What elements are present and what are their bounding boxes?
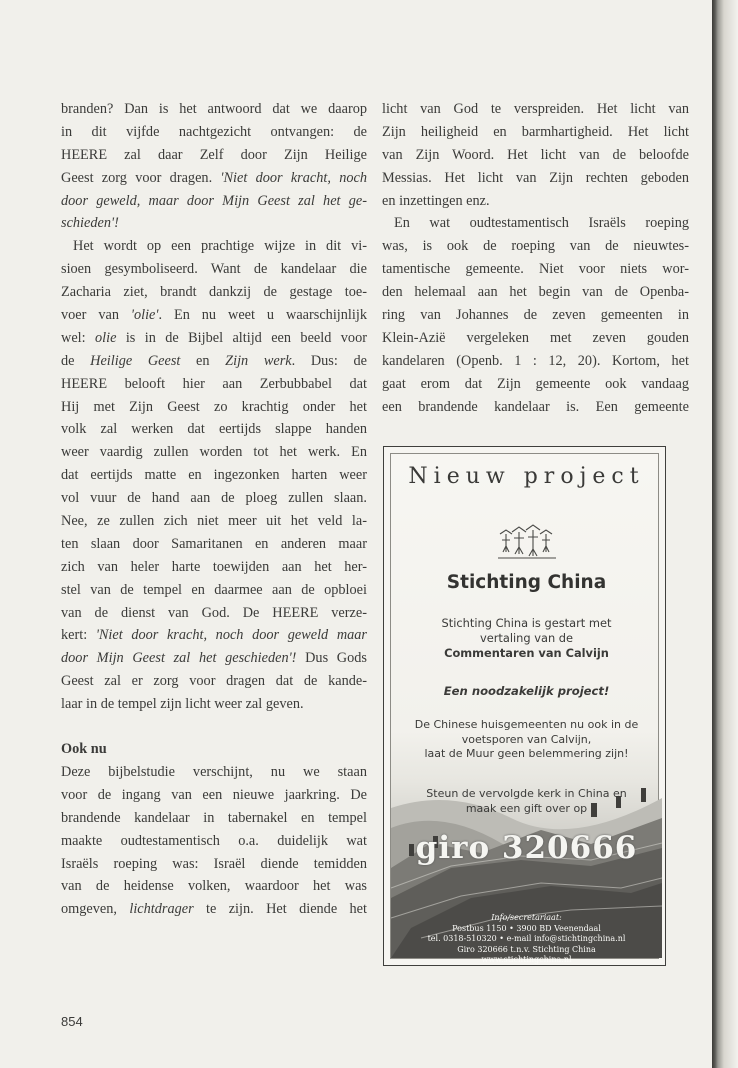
text-line: en inzettingen enz. [382,192,490,209]
italic-quote: door Mijn Geest zal het geschieden'! [61,650,297,667]
advertisement-box [383,446,666,966]
ad-support-line: maak een gift over op [465,801,588,815]
text-run: en [180,352,226,369]
text-line: brandende kandelaar in tabernakel en tempel [61,809,367,826]
text-line [61,624,367,647]
text-line: Deze bijbelstudie verschijnt, nu we staan [61,763,367,780]
page-number: 854 [61,1014,83,1029]
text-line: ten slaan door Samaritanen en anderen maar [61,535,367,552]
left-text-column [61,98,367,921]
ad-title: Nieuw project [408,464,645,489]
figures-logo-icon [498,524,556,564]
text-line: van de dienst van God. De HEERE verze- [61,604,367,621]
text-line [61,212,367,235]
text-line: kandelaren (Openb. 1 : 12, 20). Kortom, het [382,352,689,369]
section-heading: Ook nu [61,741,107,758]
text-line [61,350,367,373]
text-line: HEERE belooft hier aan Zerbubbabel dat [61,375,367,392]
italic-quote: 'Niet door kracht, noch door geweld maar [95,627,368,644]
text-run: . En nu weet u waarschijnlijk [158,307,367,324]
text-line: volk zal werken dat eertijds slappe handen [61,421,367,438]
italic-word: Zijn werk [225,352,292,369]
text-line: Nee, ze zullen zich niet meer uit het veld la- [61,513,367,530]
text-run: omgeven, [61,901,130,918]
ad-contact-line: Postbus 1150 • 3900 BD Veenendaal [452,923,601,933]
italic-quote: schieden'! [61,215,119,232]
ad-house-line: De Chinese huisgemeenten nu ook in de [414,718,639,731]
text-line: gaat erom dat Zijn gemeente ook vandaag [382,375,689,392]
text-line: Het wordt op een prachtige wijze in dit vi- [73,238,367,255]
ad-house-churches [391,718,662,762]
text-line [61,167,367,190]
ad-giro-number: giro 320666 [415,830,638,866]
text-line: zich van heler harte toewijden aan het her- [61,558,367,575]
italic-word: lichtdrager [129,901,194,918]
text-line: was, is ook de roeping van de nieuwtes- [382,238,689,255]
ad-house-line: voetsporen van Calvijn, [461,732,592,746]
ad-organization-name: Stichting China [446,572,607,593]
text-line: branden? Dan is het antwoord dat we daarop [61,101,367,117]
text-line: licht van God te verspreiden. Het licht van [382,101,689,117]
text-line: van de heidense volken, waardoor het was [61,878,367,895]
text-line: maakte oudtestamentisch o.a. duidelijk wat [61,832,367,849]
italic-quote: door geweld, maar door Mijn Geest zal het ge- [61,192,367,209]
text-line [61,327,367,350]
ad-support-line: Steun de vervolgde kerk in China en [426,787,627,800]
italic-word: olie [95,329,117,346]
text-run: de [61,352,91,369]
text-line: Klein-Azië vergeleken met zeven gouden [382,329,689,346]
text-line: Zacharia ziet, brandt dankzij de gestage toe- [61,284,367,301]
text-run: is in de Bijbel altijd een beeld voor [116,329,367,346]
text-line: laar in de tempel zijn licht weer zal geven. [61,696,304,713]
ad-description-line: vertaling van de [479,630,574,645]
right-text-column [382,98,689,418]
text-line: Israëls roeping was: Israël diende temidden [61,855,367,872]
ad-house-line: laat de Muur geen belemmering zijn! [424,747,629,761]
text-line: Geest zal er zorg voor dragen dat de kande- [61,673,367,690]
text-run: Geest zorg voor dragen. [61,169,221,186]
text-run: kert: [61,627,96,644]
text-line: Messias. Het licht van Zijn rechten geboden [382,169,689,186]
text-line: HEERE zal daar Zelf door Zijn Heilige [61,146,367,163]
italic-word: Heilige Geest [90,352,181,369]
text-run: voer van [61,307,131,324]
ad-contact-line: www.stichtingchina.nl [481,955,572,965]
italic-quote: 'Niet door kracht, noch [220,169,367,186]
text-line: den helemaal aan het begin van de Openba- [382,284,689,301]
text-line [61,898,367,921]
ad-description-bold: Commentaren van Calvijn [444,645,609,660]
text-line: Hij met Zijn Geest zo krachtig onder het [61,398,367,415]
advertisement-inner-frame [390,453,659,965]
text-line: in dit vijfde nachtgezicht ontvangen: de [61,123,367,140]
text-line: sioen gesymboliseerd. Want de kandelaar die [61,261,367,278]
ad-tagline: Een noodzakelijk project! [443,684,610,698]
text-line: dat eertijds matte en ingezonken harten weer [61,467,367,484]
ad-description-line: Stichting China is gestart met [441,616,612,630]
text-line: tamentische gemeente. Niet voor niets wor- [382,261,689,278]
ad-contact-line: Info/secretariaat: [491,913,562,922]
text-line: een brandende kandelaar is. Een gemeente [382,398,689,415]
ad-support [391,787,662,816]
text-run: te zijn. Het diende het [193,901,367,918]
text-line: vol vuur de hand aan de ploeg zullen slaan. [61,490,367,507]
text-run: wel: [61,329,95,346]
text-line: ring van Johannes de zeven gemeenten in [382,307,689,324]
ad-contact-line: Giro 320666 t.n.v. Stichting China [457,944,596,954]
ad-contact-info [391,913,662,966]
paragraph-gap [61,716,367,738]
ad-description [391,616,662,660]
text-line: En wat oudtestamentisch Israëls roeping [394,215,689,232]
text-line: weer vaardig zullen worden tot het werk. En [61,444,367,461]
text-run: . Dus: de [291,352,367,369]
text-run: Dus Gods [296,650,367,667]
text-line: Zijn heiligheid en barmhartigheid. Het licht [382,123,689,140]
text-line [61,304,367,327]
ad-contact-line: tel. 0318-510320 • e-mail info@stichtingchina.nl [427,934,626,944]
text-line: stel van de tempel en daarmee aan de opbloei [61,581,367,598]
text-line: voor de ingang van een nieuwe jaarkring. De [61,786,367,803]
text-line [61,647,367,670]
italic-word: 'olie' [130,307,159,324]
text-line [61,190,367,213]
page-binding-edge [712,0,738,1068]
text-line: van Zijn Woord. Het licht van de beloofde [382,146,689,163]
